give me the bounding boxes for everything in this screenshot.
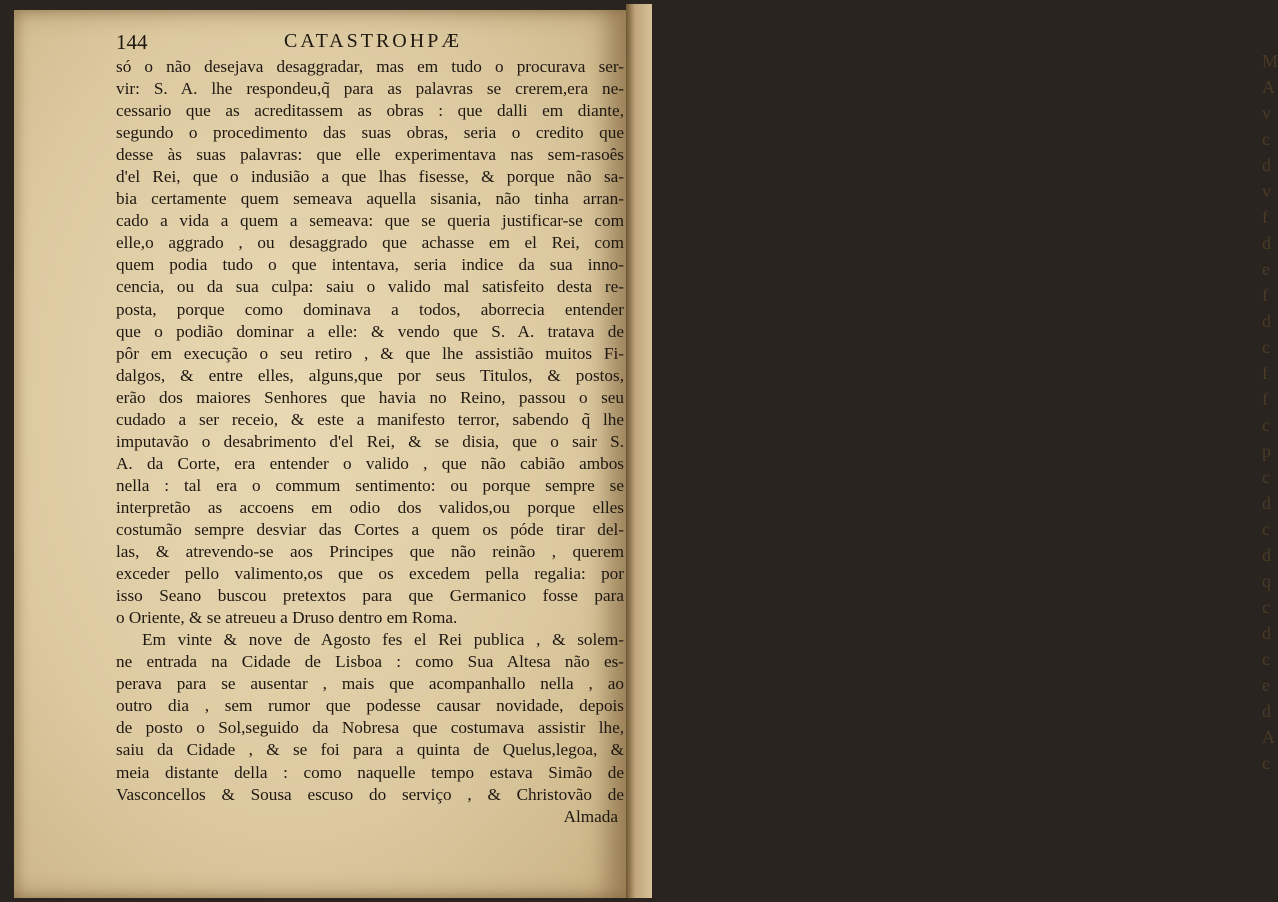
text-line: Em vinte & nove de Agosto fes el Rei publica , & solem- (142, 630, 624, 650)
margin-letter: d (1262, 545, 1271, 565)
facing-page-margin-text (1262, 48, 1278, 776)
text-line: quem podia tudo o que intentava, seria indice da sua inno- (116, 255, 624, 275)
margin-letter: c (1262, 129, 1270, 149)
margin-letter: e (1262, 259, 1270, 279)
text-line: saiu da Cidade , & se foi para a quinta de Quelus,legoa, & (116, 740, 624, 760)
text-line: só o não desejava desaggradar, mas em tudo o procurava ser- (116, 57, 624, 76)
text-line: nella : tal era o commum sentimento: ou porque sempre se (116, 475, 624, 495)
margin-letter: c (1262, 467, 1270, 487)
text-line: dalgos, & entre elles, alguns,que por seus Titulos, & postos, (116, 365, 624, 385)
text-line: bia certamente quem semeava aquella sisania, não tinha arran- (116, 189, 624, 209)
margin-letter: e (1262, 675, 1270, 695)
margin-letter: M (1262, 51, 1278, 71)
running-title: CATASTROHPÆ (284, 30, 463, 52)
text-line: outro dia , sem rumor que podesse causar novidade, depois (116, 696, 624, 716)
margin-letter: d (1262, 311, 1271, 331)
text-line: cencia, ou da sua culpa: saiu o valido mal satisfeito desta re- (116, 277, 624, 297)
text-line: segundo o procedimento das suas obras, seria o credito que (116, 123, 624, 143)
text-line: elle,o aggrado , ou desaggrado que achasse em el Rei, com (116, 233, 624, 253)
margin-letter: d (1262, 233, 1271, 253)
text-line: pôr em execução o seu retiro , & que lhe assistião muitos Fi- (116, 343, 624, 363)
page-number: 144 (116, 30, 148, 54)
margin-letter: c (1262, 597, 1270, 617)
margin-letter: f (1262, 207, 1268, 227)
text-line: isso Seano buscou pretextos para que Germanico fosse para (116, 586, 624, 606)
margin-letter: A (1262, 727, 1275, 747)
text-line: posta, porque como dominava a todos, aborrecia entender (116, 299, 624, 319)
margin-letter: d (1262, 701, 1271, 721)
text-line: cado a vida a quem a semeava: que se queria justificar-se com (116, 211, 624, 231)
margin-letter: c (1262, 415, 1270, 435)
text-line: perava para se ausentar , mais que acompanhallo nella , ao (116, 674, 624, 694)
text-line: interpretão as accoens em odio dos validos,ou porque elles (116, 497, 624, 517)
margin-letter: q (1262, 571, 1271, 591)
body-text (116, 56, 624, 828)
text-line: imputavão o desabrimento d'el Rei, & se disia, que o sair S. (116, 431, 624, 451)
text-line: meia distante della : como naquelle tempo estava Simão de (116, 762, 624, 782)
margin-letter: f (1262, 389, 1268, 409)
margin-letter: c (1262, 337, 1270, 357)
margin-letter: v (1262, 181, 1271, 201)
text-line: Vasconcellos & Sousa escuso do serviço , & Christovão de (116, 784, 624, 804)
text-line: o Oriente, & se atreueu a Druso dentro em Roma. (116, 608, 458, 628)
text-line: cudado a ser receio, & este a manifesto terror, sabendo q̃ lhe (116, 409, 624, 429)
text-line: ne entrada na Cidade de Lisboa : como Sua Altesa não es- (116, 652, 624, 672)
margin-letter: A (1262, 77, 1275, 97)
text-line: erão dos maiores Senhores que havia no Reino, passou o seu (116, 387, 624, 407)
margin-letter: v (1262, 103, 1271, 123)
margin-letter: d (1262, 623, 1271, 643)
facing-page-edge (626, 4, 1278, 898)
text-line: exceder pello valimento,os que os excedem pella regalia: por (116, 564, 624, 584)
margin-letter: f (1262, 285, 1268, 305)
margin-letter: d (1262, 155, 1271, 175)
margin-letter: d (1262, 493, 1271, 513)
margin-letter: p (1262, 441, 1271, 461)
margin-letter: c (1262, 649, 1270, 669)
margin-letter: c (1262, 753, 1270, 773)
text-line: vir: S. A. lhe respondeu,q̃ para as palavras se crerem,era ne- (116, 79, 624, 99)
text-line: cessario que as acreditassem as obras : que dalli em diante, (116, 101, 624, 121)
text-line: que o podião dominar a elle: & vendo que S. A. tratava de (116, 321, 624, 341)
margin-letter: f (1262, 363, 1268, 383)
text-line: A. da Corte, era entender o valido , que não cabião ambos (116, 453, 624, 473)
text-line: de posto o Sol,seguido da Nobresa que costumava assistir lhe, (116, 718, 624, 738)
page-header (116, 30, 616, 56)
text-line: d'el Rei, que o indusião a que lhas fisesse, & porque não sa- (116, 167, 624, 187)
text-line: costumão sempre desviar das Cortes a quem os póde tirar del- (116, 519, 624, 539)
margin-letter: c (1262, 519, 1270, 539)
text-line: las, & atrevendo-se aos Principes que não reinão , querem (116, 542, 624, 562)
text-line: Almada (563, 806, 618, 826)
text-line: desse às suas palavras: que elle experimentava nas sem-rasoês (116, 145, 624, 165)
